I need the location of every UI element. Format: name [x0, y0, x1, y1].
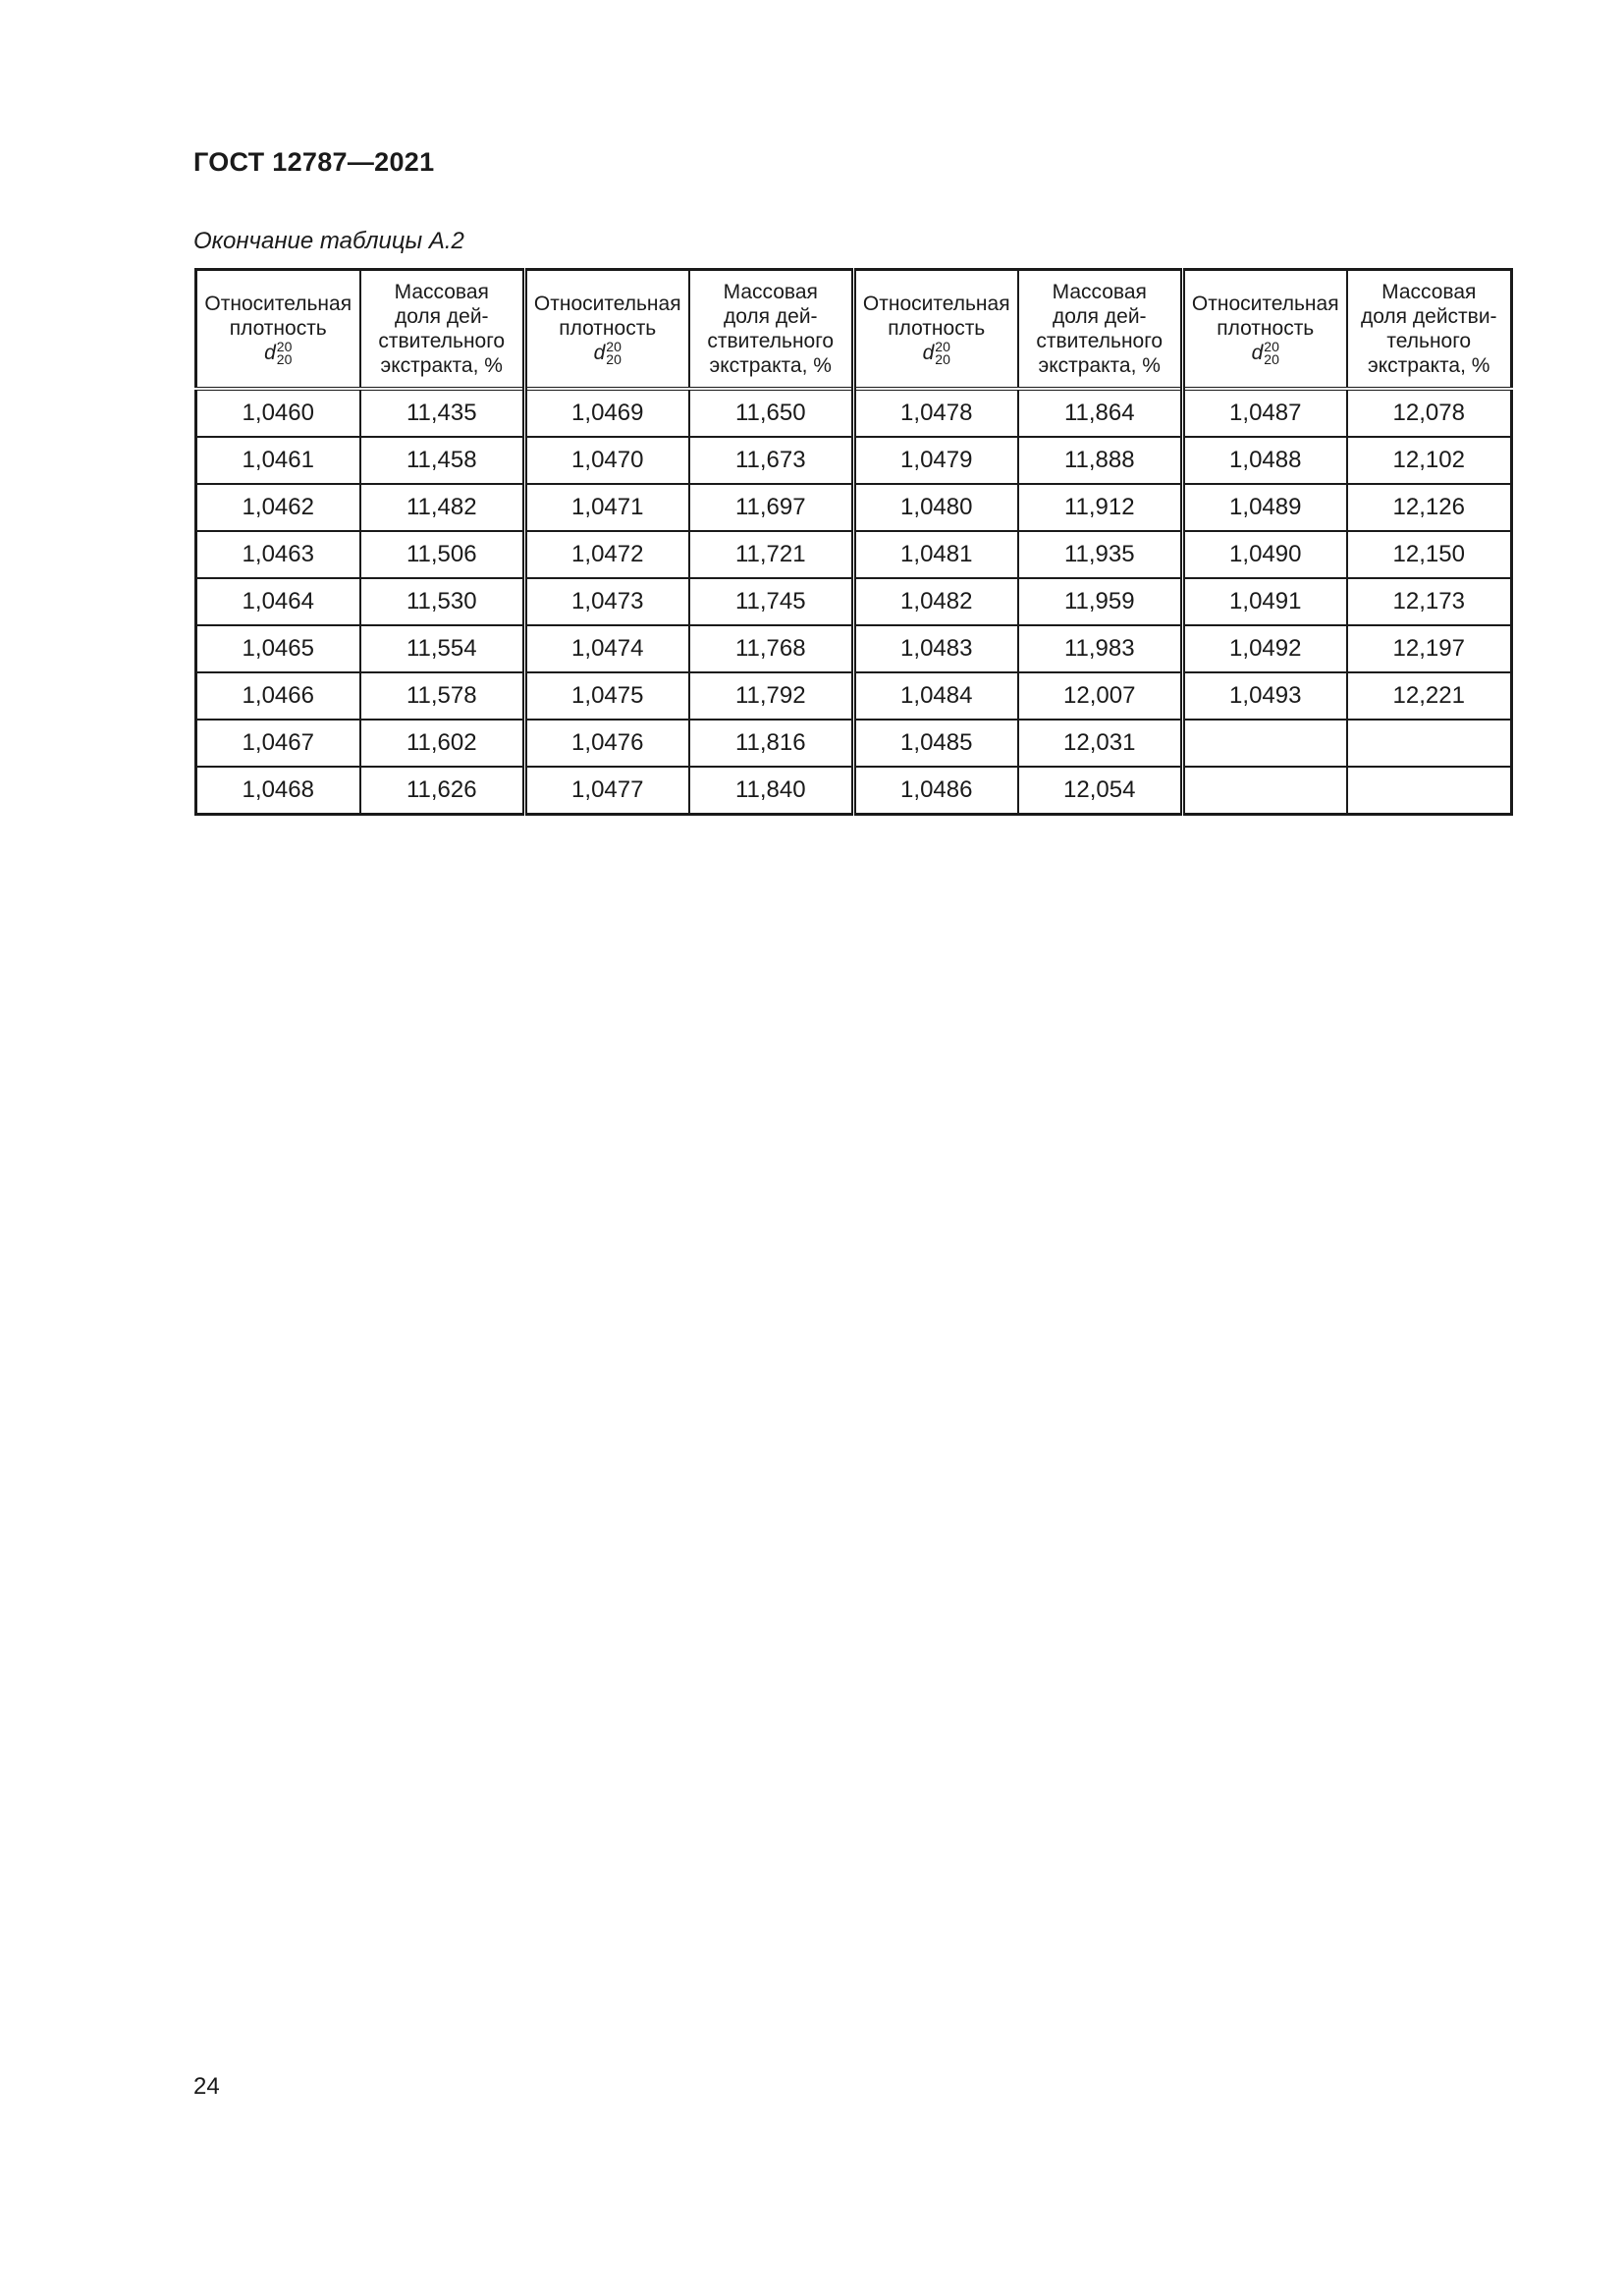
- density-extract-table: [194, 268, 1513, 816]
- table-row: [196, 531, 1512, 578]
- cell-relative-density: 1,0484: [854, 672, 1018, 720]
- header-line: Массовая: [394, 281, 489, 303]
- header-line: ствительного: [707, 330, 835, 352]
- cell-relative-density: 1,0485: [854, 720, 1018, 767]
- header-line: плотность: [1217, 316, 1315, 340]
- density-symbol: [197, 341, 359, 366]
- cell-mass-fraction: 12,126: [1347, 484, 1512, 531]
- header-line: тельного: [1386, 330, 1472, 352]
- cell-mass-fraction: 11,721: [689, 531, 854, 578]
- cell-relative-density: 1,0480: [854, 484, 1018, 531]
- header-relative-density: [196, 270, 360, 390]
- cell-mass-fraction: 11,626: [360, 767, 525, 815]
- cell-relative-density: 1,0472: [525, 531, 689, 578]
- density-symbol-superscript: 20: [935, 339, 950, 355]
- header-mass-fraction: [1018, 270, 1183, 390]
- cell-mass-fraction: 11,792: [689, 672, 854, 720]
- header-line: доля действи-: [1360, 305, 1497, 328]
- page-number: 24: [193, 2073, 220, 2100]
- header-relative-density: [854, 270, 1018, 390]
- cell-relative-density: 1,0477: [525, 767, 689, 815]
- cell-mass-fraction: [1347, 767, 1512, 815]
- cell-mass-fraction: 11,768: [689, 625, 854, 672]
- cell-mass-fraction: 12,173: [1347, 578, 1512, 625]
- density-symbol-scripts: [606, 341, 622, 366]
- cell-relative-density: 1,0488: [1183, 437, 1347, 484]
- header-line: плотность: [229, 316, 327, 340]
- density-symbol-subscript: 20: [935, 351, 950, 368]
- cell-relative-density: 1,0469: [525, 389, 689, 437]
- density-symbol-letter: d: [264, 341, 276, 364]
- cell-mass-fraction: 11,482: [360, 484, 525, 531]
- cell-relative-density: 1,0482: [854, 578, 1018, 625]
- cell-mass-fraction: 11,458: [360, 437, 525, 484]
- table-row: [196, 720, 1512, 767]
- header-line: экстракта, %: [709, 354, 832, 377]
- cell-mass-fraction: 11,506: [360, 531, 525, 578]
- density-symbol-scripts: [935, 341, 950, 366]
- cell-relative-density: 1,0475: [525, 672, 689, 720]
- cell-mass-fraction: 11,912: [1018, 484, 1183, 531]
- cell-relative-density: [1183, 767, 1347, 815]
- cell-relative-density: 1,0465: [196, 625, 360, 672]
- density-symbol: [1185, 341, 1346, 366]
- table-row: [196, 625, 1512, 672]
- cell-mass-fraction: 11,554: [360, 625, 525, 672]
- cell-mass-fraction: 12,197: [1347, 625, 1512, 672]
- header-line: плотность: [559, 316, 657, 340]
- table-row: [196, 437, 1512, 484]
- header-line: Относительная: [533, 292, 681, 315]
- table-caption: Окончание таблицы А.2: [193, 228, 464, 254]
- cell-relative-density: 1,0470: [525, 437, 689, 484]
- cell-mass-fraction: 12,102: [1347, 437, 1512, 484]
- table-row: [196, 484, 1512, 531]
- density-symbol-subscript: 20: [606, 351, 622, 368]
- header-line: доля дей-: [1052, 305, 1147, 328]
- header-line: доля дей-: [723, 305, 818, 328]
- cell-relative-density: 1,0468: [196, 767, 360, 815]
- table-header-row: [196, 270, 1512, 390]
- cell-mass-fraction: 11,840: [689, 767, 854, 815]
- cell-mass-fraction: 11,745: [689, 578, 854, 625]
- cell-mass-fraction: 11,864: [1018, 389, 1183, 437]
- cell-relative-density: 1,0491: [1183, 578, 1347, 625]
- cell-relative-density: 1,0467: [196, 720, 360, 767]
- density-symbol: [527, 341, 688, 366]
- cell-mass-fraction: 11,697: [689, 484, 854, 531]
- cell-relative-density: 1,0463: [196, 531, 360, 578]
- cell-relative-density: 1,0474: [525, 625, 689, 672]
- density-symbol-scripts: [277, 341, 293, 366]
- cell-relative-density: 1,0476: [525, 720, 689, 767]
- cell-mass-fraction: 12,150: [1347, 531, 1512, 578]
- cell-mass-fraction: 11,935: [1018, 531, 1183, 578]
- header-line: Относительная: [204, 292, 352, 315]
- cell-mass-fraction: 11,602: [360, 720, 525, 767]
- header-line: ствительного: [378, 330, 506, 352]
- cell-mass-fraction: 11,650: [689, 389, 854, 437]
- cell-mass-fraction: 11,530: [360, 578, 525, 625]
- cell-mass-fraction: 11,816: [689, 720, 854, 767]
- header-line: экстракта, %: [380, 354, 503, 377]
- table-row: [196, 672, 1512, 720]
- table-row: [196, 578, 1512, 625]
- cell-mass-fraction: 11,435: [360, 389, 525, 437]
- header-line: плотность: [888, 316, 986, 340]
- cell-mass-fraction: 11,578: [360, 672, 525, 720]
- cell-relative-density: 1,0493: [1183, 672, 1347, 720]
- density-symbol-superscript: 20: [606, 339, 622, 355]
- header-line: Массовая: [723, 281, 818, 303]
- density-symbol-letter: d: [1251, 341, 1264, 364]
- header-mass-fraction: [1347, 270, 1512, 390]
- header-line: экстракта, %: [1038, 354, 1161, 377]
- cell-relative-density: 1,0461: [196, 437, 360, 484]
- density-symbol-superscript: 20: [276, 339, 293, 355]
- header-line: Относительная: [1191, 292, 1339, 315]
- density-symbol-letter: d: [593, 341, 606, 364]
- density-symbol-letter: d: [922, 341, 935, 364]
- cell-relative-density: 1,0486: [854, 767, 1018, 815]
- cell-mass-fraction: 11,983: [1018, 625, 1183, 672]
- cell-relative-density: 1,0479: [854, 437, 1018, 484]
- cell-mass-fraction: 11,959: [1018, 578, 1183, 625]
- cell-relative-density: 1,0466: [196, 672, 360, 720]
- header-relative-density: [1183, 270, 1347, 390]
- cell-relative-density: 1,0490: [1183, 531, 1347, 578]
- document-code: ГОСТ 12787—2021: [193, 147, 435, 177]
- density-symbol-scripts: [1264, 341, 1279, 366]
- cell-relative-density: 1,0489: [1183, 484, 1347, 531]
- density-symbol-subscript: 20: [1264, 351, 1279, 368]
- cell-relative-density: 1,0471: [525, 484, 689, 531]
- density-symbol-subscript: 20: [276, 351, 293, 368]
- header-relative-density: [525, 270, 689, 390]
- cell-relative-density: [1183, 720, 1347, 767]
- cell-relative-density: 1,0487: [1183, 389, 1347, 437]
- cell-mass-fraction: 12,078: [1347, 389, 1512, 437]
- cell-mass-fraction: 12,054: [1018, 767, 1183, 815]
- header-mass-fraction: [689, 270, 854, 390]
- header-line: доля дей-: [394, 305, 489, 328]
- cell-mass-fraction: 11,888: [1018, 437, 1183, 484]
- header-line: Относительная: [862, 292, 1010, 315]
- table-body: [196, 389, 1512, 815]
- cell-mass-fraction: 12,031: [1018, 720, 1183, 767]
- cell-relative-density: 1,0481: [854, 531, 1018, 578]
- header-line: Массовая: [1052, 281, 1147, 303]
- density-symbol: [856, 341, 1017, 366]
- header-line: экстракта, %: [1368, 354, 1490, 377]
- cell-relative-density: 1,0478: [854, 389, 1018, 437]
- cell-relative-density: 1,0462: [196, 484, 360, 531]
- cell-relative-density: 1,0492: [1183, 625, 1347, 672]
- cell-relative-density: 1,0483: [854, 625, 1018, 672]
- header-line: ствительного: [1036, 330, 1164, 352]
- header-line: Массовая: [1381, 281, 1477, 303]
- cell-mass-fraction: 11,673: [689, 437, 854, 484]
- cell-relative-density: 1,0473: [525, 578, 689, 625]
- header-mass-fraction: [360, 270, 525, 390]
- cell-mass-fraction: 12,007: [1018, 672, 1183, 720]
- cell-mass-fraction: [1347, 720, 1512, 767]
- cell-relative-density: 1,0460: [196, 389, 360, 437]
- density-symbol-superscript: 20: [1264, 339, 1279, 355]
- table-row: [196, 767, 1512, 815]
- cell-mass-fraction: 12,221: [1347, 672, 1512, 720]
- table-row: [196, 389, 1512, 437]
- cell-relative-density: 1,0464: [196, 578, 360, 625]
